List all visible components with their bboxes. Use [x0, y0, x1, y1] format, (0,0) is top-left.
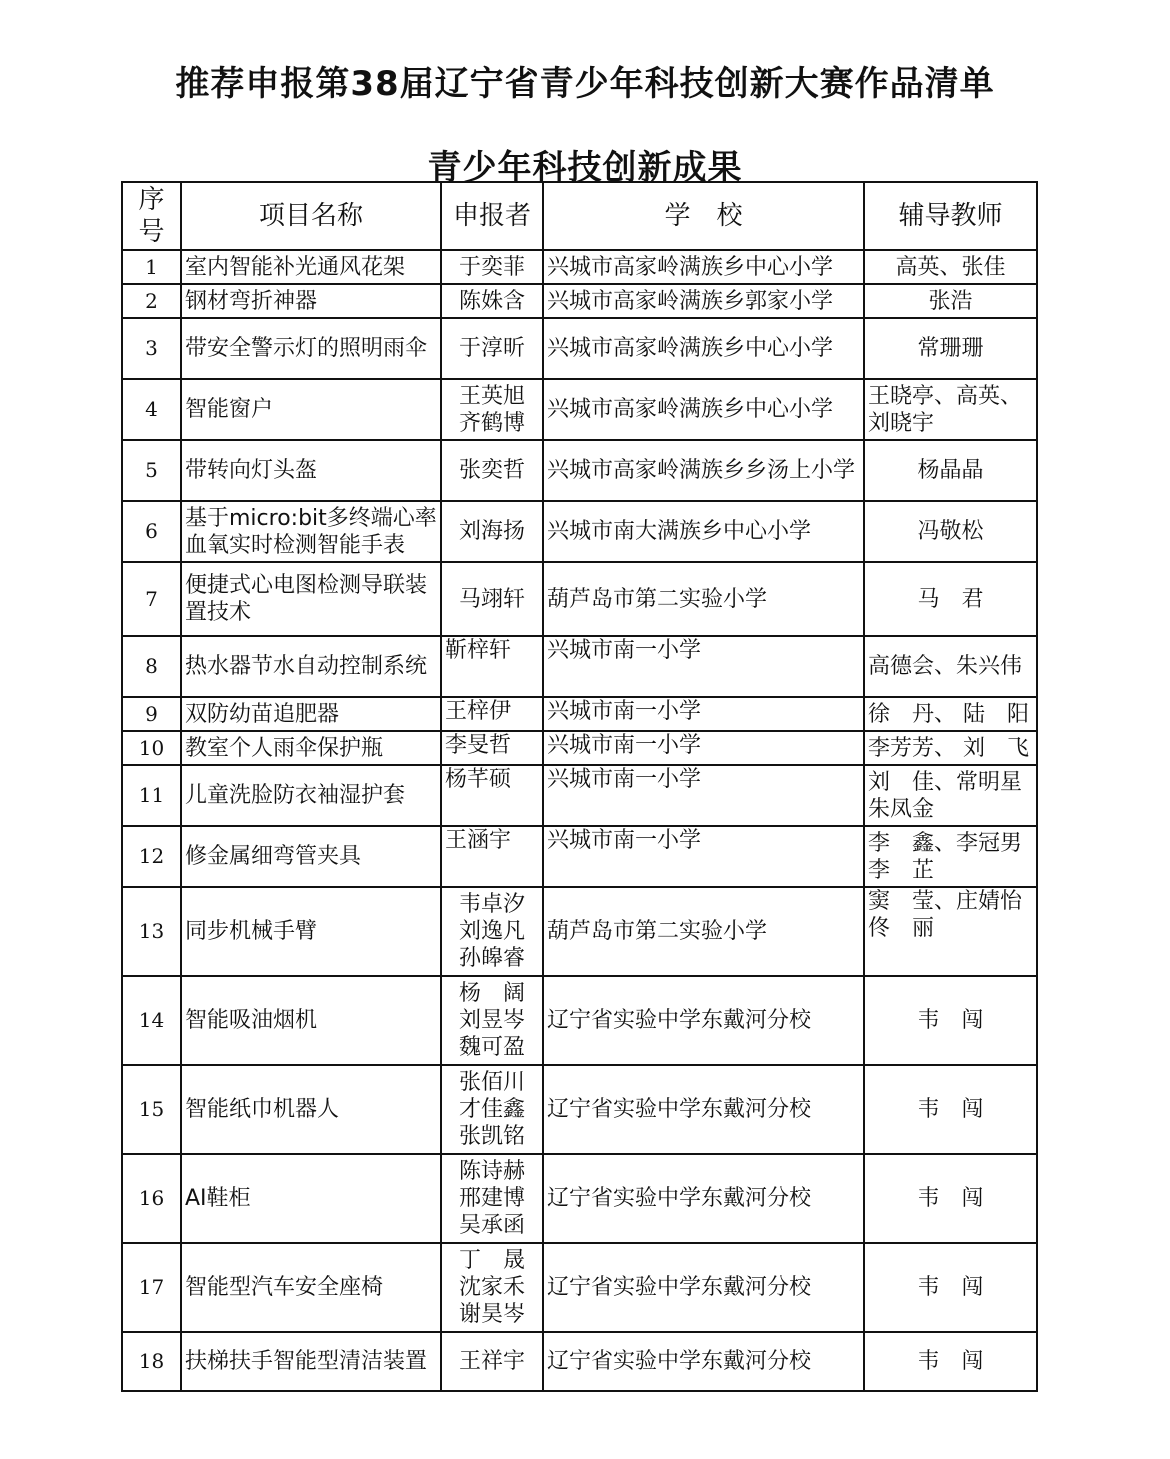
cell-serial-number: 1	[122, 250, 181, 284]
table-row	[122, 976, 1037, 1065]
cell-serial-number: 10	[122, 731, 181, 765]
cell-applicant: 马翊轩	[441, 562, 543, 636]
cell-applicant: 张佰川 才佳鑫 张凯铭	[441, 1065, 543, 1154]
header-teacher: 辅导教师	[864, 182, 1037, 250]
table-row	[122, 731, 1037, 765]
cell-serial-number: 9	[122, 697, 181, 731]
cell-project-name: 便捷式心电图检测导联装置技术	[181, 562, 441, 636]
cell-project-name: 智能纸巾机器人	[181, 1065, 441, 1154]
cell-serial-number: 17	[122, 1243, 181, 1332]
cell-school: 兴城市南一小学	[543, 826, 864, 887]
cell-teacher: 高英、张佳	[864, 250, 1037, 284]
cell-serial-number: 18	[122, 1332, 181, 1391]
cell-project-name: 智能窗户	[181, 379, 441, 440]
cell-project-name: 同步机械手臂	[181, 887, 441, 976]
cell-teacher: 李 鑫、李冠男 李 芷	[864, 826, 1037, 887]
table-row	[122, 765, 1037, 826]
table-row	[122, 440, 1037, 501]
cell-school: 葫芦岛市第二实验小学	[543, 887, 864, 976]
cell-project-name: AI鞋柜	[181, 1154, 441, 1243]
cell-teacher: 韦 闯	[864, 1332, 1037, 1391]
table-row	[122, 1332, 1037, 1391]
cell-applicant: 靳梓轩	[441, 636, 543, 697]
cell-project-name: 基于micro:bit多终端心率血氧实时检测智能手表	[181, 501, 441, 562]
header-applicant: 申报者	[441, 182, 543, 250]
cell-school: 辽宁省实验中学东戴河分校	[543, 976, 864, 1065]
cell-school: 兴城市高家岭满族乡乡汤上小学	[543, 440, 864, 501]
document-title: 推荐申报第38届辽宁省青少年科技创新大赛作品清单	[175, 64, 995, 104]
table-row	[122, 887, 1037, 976]
cell-serial-number: 6	[122, 501, 181, 562]
cell-applicant: 王祥宇	[441, 1332, 543, 1391]
cell-school: 兴城市高家岭满族乡中心小学	[543, 250, 864, 284]
table-row	[122, 1154, 1037, 1243]
cell-teacher: 高德会、朱兴伟	[864, 636, 1037, 697]
cell-school: 辽宁省实验中学东戴河分校	[543, 1332, 864, 1391]
cell-applicant: 于奕菲	[441, 250, 543, 284]
cell-teacher: 常珊珊	[864, 318, 1037, 379]
cell-serial-number: 11	[122, 765, 181, 826]
cell-school: 兴城市高家岭满族乡中心小学	[543, 318, 864, 379]
table-row	[122, 379, 1037, 440]
table-row	[122, 636, 1037, 697]
cell-applicant: 刘海扬	[441, 501, 543, 562]
cell-school: 兴城市南大满族乡中心小学	[543, 501, 864, 562]
table-row	[122, 1065, 1037, 1154]
cell-project-name: 带转向灯头盔	[181, 440, 441, 501]
table-row	[122, 697, 1037, 731]
cell-project-name: 修金属细弯管夹具	[181, 826, 441, 887]
cell-applicant: 陈诗赫 邢建博 吴承函	[441, 1154, 543, 1243]
cell-teacher: 韦 闯	[864, 1065, 1037, 1154]
cell-applicant: 韦卓汐 刘逸凡 孙皞睿	[441, 887, 543, 976]
cell-teacher: 徐 丹、 陆 阳	[864, 697, 1037, 731]
cell-project-name: 双防幼苗追肥器	[181, 697, 441, 731]
cell-applicant: 张奕哲	[441, 440, 543, 501]
cell-applicant: 王梓伊	[441, 697, 543, 731]
cell-serial-number: 12	[122, 826, 181, 887]
table-row	[122, 562, 1037, 636]
cell-school: 兴城市南一小学	[543, 765, 864, 826]
cell-teacher: 刘 佳、常明星 朱凤金	[864, 765, 1037, 826]
cell-serial-number: 8	[122, 636, 181, 697]
cell-applicant: 王英旭 齐鹤博	[441, 379, 543, 440]
cell-project-name: 钢材弯折神器	[181, 284, 441, 318]
header-serial-number: 序 号	[122, 182, 181, 250]
cell-serial-number: 13	[122, 887, 181, 976]
cell-serial-number: 16	[122, 1154, 181, 1243]
cell-project-name: 热水器节水自动控制系统	[181, 636, 441, 697]
cell-applicant: 丁 晟 沈家禾 谢昊岑	[441, 1243, 543, 1332]
cell-teacher: 冯敬松	[864, 501, 1037, 562]
table-row	[122, 1243, 1037, 1332]
cell-serial-number: 3	[122, 318, 181, 379]
cell-project-name: 室内智能补光通风花架	[181, 250, 441, 284]
cell-school: 兴城市南一小学	[543, 697, 864, 731]
cell-applicant: 李旻哲	[441, 731, 543, 765]
table-row	[122, 250, 1037, 284]
cell-school: 葫芦岛市第二实验小学	[543, 562, 864, 636]
cell-serial-number: 15	[122, 1065, 181, 1154]
cell-school: 辽宁省实验中学东戴河分校	[543, 1065, 864, 1154]
cell-project-name: 儿童洗脸防衣袖湿护套	[181, 765, 441, 826]
table-header-row	[122, 182, 1037, 250]
cell-serial-number: 14	[122, 976, 181, 1065]
cell-teacher: 韦 闯	[864, 1154, 1037, 1243]
cell-project-name: 教室个人雨伞保护瓶	[181, 731, 441, 765]
cell-school: 兴城市高家岭满族乡中心小学	[543, 379, 864, 440]
header-school: 学 校	[543, 182, 864, 250]
cell-serial-number: 2	[122, 284, 181, 318]
cell-teacher: 马 君	[864, 562, 1037, 636]
cell-applicant: 于淳昕	[441, 318, 543, 379]
cell-applicant: 杨芊硕	[441, 765, 543, 826]
cell-project-name: 带安全警示灯的照明雨伞	[181, 318, 441, 379]
table-row	[122, 501, 1037, 562]
cell-teacher: 窦 莹、庄婧怡 佟 丽	[864, 887, 1037, 976]
cell-school: 辽宁省实验中学东戴河分校	[543, 1243, 864, 1332]
cell-school: 兴城市高家岭满族乡郭家小学	[543, 284, 864, 318]
cell-teacher: 韦 闯	[864, 1243, 1037, 1332]
cell-school: 辽宁省实验中学东戴河分校	[543, 1154, 864, 1243]
cell-teacher: 韦 闯	[864, 976, 1037, 1065]
table-row	[122, 826, 1037, 887]
cell-serial-number: 7	[122, 562, 181, 636]
works-table	[121, 181, 1038, 1392]
cell-applicant: 王涵宇	[441, 826, 543, 887]
cell-school: 兴城市南一小学	[543, 636, 864, 697]
table-row	[122, 284, 1037, 318]
cell-project-name: 智能吸油烟机	[181, 976, 441, 1065]
document-subtitle: 青少年科技创新成果	[427, 148, 743, 188]
cell-project-name: 智能型汽车安全座椅	[181, 1243, 441, 1332]
cell-teacher: 李芳芳、 刘 飞	[864, 731, 1037, 765]
cell-school: 兴城市南一小学	[543, 731, 864, 765]
header-project-name: 项目名称	[181, 182, 441, 250]
cell-teacher: 杨晶晶	[864, 440, 1037, 501]
table-row	[122, 318, 1037, 379]
cell-project-name: 扶梯扶手智能型清洁装置	[181, 1332, 441, 1391]
cell-serial-number: 4	[122, 379, 181, 440]
cell-teacher: 张浩	[864, 284, 1037, 318]
cell-serial-number: 5	[122, 440, 181, 501]
cell-teacher: 王晓亭、高英、 刘晓宇	[864, 379, 1037, 440]
cell-applicant: 杨 阔 刘昱岑 魏可盈	[441, 976, 543, 1065]
cell-applicant: 陈姝含	[441, 284, 543, 318]
